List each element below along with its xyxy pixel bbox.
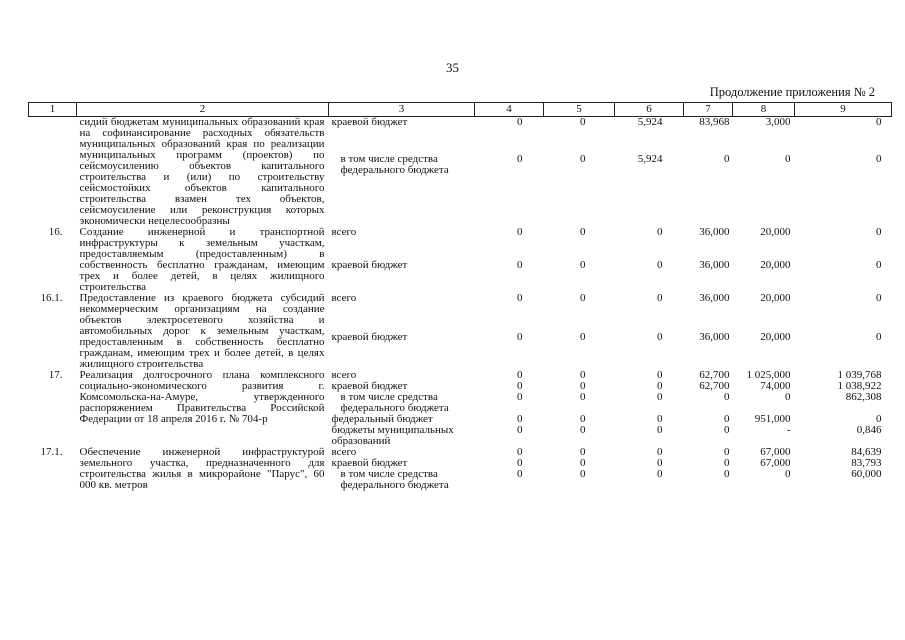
- funding-source: в том числе средства федерального бюджета: [340, 153, 449, 177]
- value-col-5: 0: [580, 457, 586, 469]
- funding-source: краевой бюджет: [331, 457, 408, 469]
- value-col-9: 1 038,922: [837, 380, 882, 392]
- value-col-4: 0: [517, 468, 523, 480]
- value-col-4: 0: [517, 391, 523, 403]
- value-col-5: 0: [580, 153, 586, 166]
- value-col-9: 84,639: [851, 446, 882, 458]
- value-col-6: 0: [657, 424, 663, 436]
- item-number: 16.1.: [40, 292, 63, 304]
- value-col-6: 0: [657, 292, 663, 304]
- item-number: 16.: [48, 226, 63, 238]
- value-col-6: 0: [657, 413, 663, 425]
- value-col-5: 0: [580, 259, 586, 271]
- value-col-6: 0: [657, 457, 663, 469]
- column-header-1: 1: [29, 103, 77, 117]
- value-col-4: 0: [517, 330, 523, 343]
- value-col-9: 0: [876, 292, 882, 304]
- value-col-4: 0: [517, 153, 523, 166]
- funding-source: в том числе средства федерального бюджета: [340, 391, 449, 414]
- value-col-9: 0: [876, 259, 882, 271]
- value-col-4: 0: [517, 116, 523, 128]
- value-col-4: 0: [517, 226, 523, 238]
- value-col-8: -: [786, 424, 791, 436]
- table-row: [29, 227, 892, 260]
- column-header-7: 7: [684, 103, 733, 117]
- value-col-8: 3,000: [765, 116, 791, 128]
- item-description: Обеспечение инженерной инфраструктурой земельного участка, предназначенного для строительства жилья в микрорайоне "Парус", 60 000 кв. метров: [79, 446, 325, 491]
- value-col-8: 20,000: [760, 330, 791, 343]
- column-header-5: 5: [544, 103, 615, 117]
- value-col-7: 62,700: [699, 380, 730, 392]
- value-col-4: 0: [517, 292, 523, 304]
- column-number-row: [29, 103, 892, 117]
- value-col-7: 0: [724, 457, 730, 469]
- value-col-4: 0: [517, 424, 523, 436]
- value-col-8: 0: [785, 468, 791, 480]
- item-number: 17.: [48, 369, 63, 381]
- value-col-7: 36,000: [699, 259, 730, 271]
- value-col-7: 36,000: [699, 292, 730, 304]
- value-col-9: 0: [876, 330, 882, 343]
- funding-source: краевой бюджет: [331, 380, 408, 392]
- item-description: Предоставление из краевого бюджета субсидий некоммерческим организациям на создание объектов электросетевого хозяйства и автомобильных дорог к земельным участкам, предоставленным в собственность бесплатно гражданам, имеющим трех и более детей, в целях жилищного строительства: [79, 292, 325, 370]
- funding-source: всего: [331, 446, 357, 458]
- value-col-9: 0: [876, 116, 882, 128]
- table-row: [29, 293, 892, 332]
- table-body: [29, 117, 892, 492]
- value-col-7: 0: [724, 446, 730, 458]
- value-col-9: 0,846: [856, 424, 882, 436]
- funding-source: краевой бюджет: [331, 116, 408, 128]
- value-col-6: 5,924: [637, 153, 663, 166]
- funding-source: бюджеты муниципальных образований: [331, 424, 454, 447]
- value-col-6: 0: [657, 391, 663, 403]
- value-col-9: 0: [876, 413, 882, 425]
- value-col-6: 0: [657, 226, 663, 238]
- value-col-8: 0: [785, 391, 791, 403]
- column-header-8: 8: [733, 103, 795, 117]
- column-header-6: 6: [615, 103, 684, 117]
- continuation-title: Продолжение приложения № 2: [709, 85, 875, 99]
- value-col-9: 862,308: [845, 391, 882, 403]
- funding-source: краевой бюджет: [331, 259, 408, 271]
- value-col-4: 0: [517, 380, 523, 392]
- value-col-7: 83,968: [699, 116, 730, 128]
- value-col-8: 67,000: [760, 457, 791, 469]
- value-col-5: 0: [580, 330, 586, 343]
- value-col-5: 0: [580, 391, 586, 403]
- value-col-8: 1 025,000: [746, 369, 791, 381]
- value-col-7: 62,700: [699, 369, 730, 381]
- value-col-4: 0: [517, 369, 523, 381]
- item-description: Реализация долгосрочного плана комплексного социально-экономического развития г. Комсомольска-на-Амуре, утвержденного распоряжением Правительства Российской Федерации от 18 апреля 2016 г. № 704-р: [79, 369, 325, 425]
- value-col-4: 0: [517, 446, 523, 458]
- value-col-8: 0: [785, 153, 791, 166]
- value-col-6: 0: [657, 369, 663, 381]
- item-description: сидий бюджетам муниципальных образований края на софинансирование расходных обязательств муниципальных образований края по реализации муниципальных программ (проектов) по сейсмоусилению объектов капитального строительства и (или) по строительству сейсмостойких объектов капитального строительства взамен тех объектов, сейсмоусиление или реконструкция которых экономически нецелесообразны: [79, 116, 325, 227]
- value-col-8: 951,000: [754, 413, 791, 425]
- value-col-5: 0: [580, 380, 586, 392]
- budget-table: [28, 102, 892, 491]
- value-col-5: 0: [580, 226, 586, 238]
- funding-source: в том числе средства федерального бюджета: [340, 468, 449, 491]
- value-col-9: 83,793: [851, 457, 882, 469]
- value-col-4: 0: [517, 457, 523, 469]
- value-col-7: 0: [724, 424, 730, 436]
- value-col-7: 36,000: [699, 330, 730, 343]
- table-row: [29, 117, 892, 155]
- funding-source: краевой бюджет: [331, 330, 408, 343]
- value-col-8: 20,000: [760, 259, 791, 271]
- value-col-4: 0: [517, 259, 523, 271]
- item-description: Создание инженерной и транспортной инфраструктуры к земельным участкам, предоставляемым (предоставленным) в собственность бесплатно гражданам, имеющим трех и более детей, в целях жилищного строительства: [79, 226, 325, 293]
- value-col-8: 74,000: [760, 380, 791, 392]
- value-col-4: 0: [517, 413, 523, 425]
- funding-source: всего: [331, 369, 357, 381]
- value-col-5: 0: [580, 413, 586, 425]
- funding-source: всего: [331, 226, 357, 238]
- value-col-6: 0: [657, 380, 663, 392]
- item-number: 17.1.: [40, 446, 63, 458]
- value-col-5: 0: [580, 468, 586, 480]
- value-col-5: 0: [580, 292, 586, 304]
- value-col-6: 5,924: [637, 116, 663, 128]
- page-number: 35: [446, 60, 459, 75]
- value-col-5: 0: [580, 424, 586, 436]
- item-number: [29, 117, 77, 228]
- value-col-6: 0: [657, 330, 663, 343]
- value-col-6: 0: [657, 259, 663, 271]
- value-col-9: 1 039,768: [837, 369, 882, 381]
- value-col-8: 67,000: [760, 446, 791, 458]
- value-col-5: 0: [580, 446, 586, 458]
- value-col-5: 0: [580, 116, 586, 128]
- value-col-9: 0: [876, 226, 882, 238]
- value-col-5: 0: [580, 369, 586, 381]
- value-col-7: 0: [724, 468, 730, 480]
- value-col-7: 36,000: [699, 226, 730, 238]
- value-col-9: 0: [876, 153, 882, 166]
- value-col-6: 0: [657, 468, 663, 480]
- funding-source: всего: [331, 292, 357, 304]
- column-header-2: 2: [77, 103, 329, 117]
- value-col-8: 20,000: [760, 292, 791, 304]
- column-header-4: 4: [475, 103, 544, 117]
- value-col-9: 60,000: [851, 468, 882, 480]
- column-header-3: 3: [329, 103, 475, 117]
- value-col-6: 0: [657, 446, 663, 458]
- value-col-7: 0: [724, 413, 730, 425]
- funding-source: федеральный бюджет: [331, 413, 433, 425]
- value-col-8: 20,000: [760, 226, 791, 238]
- value-col-7: 0: [724, 391, 730, 403]
- value-col-7: 0: [724, 153, 730, 166]
- column-header-9: 9: [795, 103, 892, 117]
